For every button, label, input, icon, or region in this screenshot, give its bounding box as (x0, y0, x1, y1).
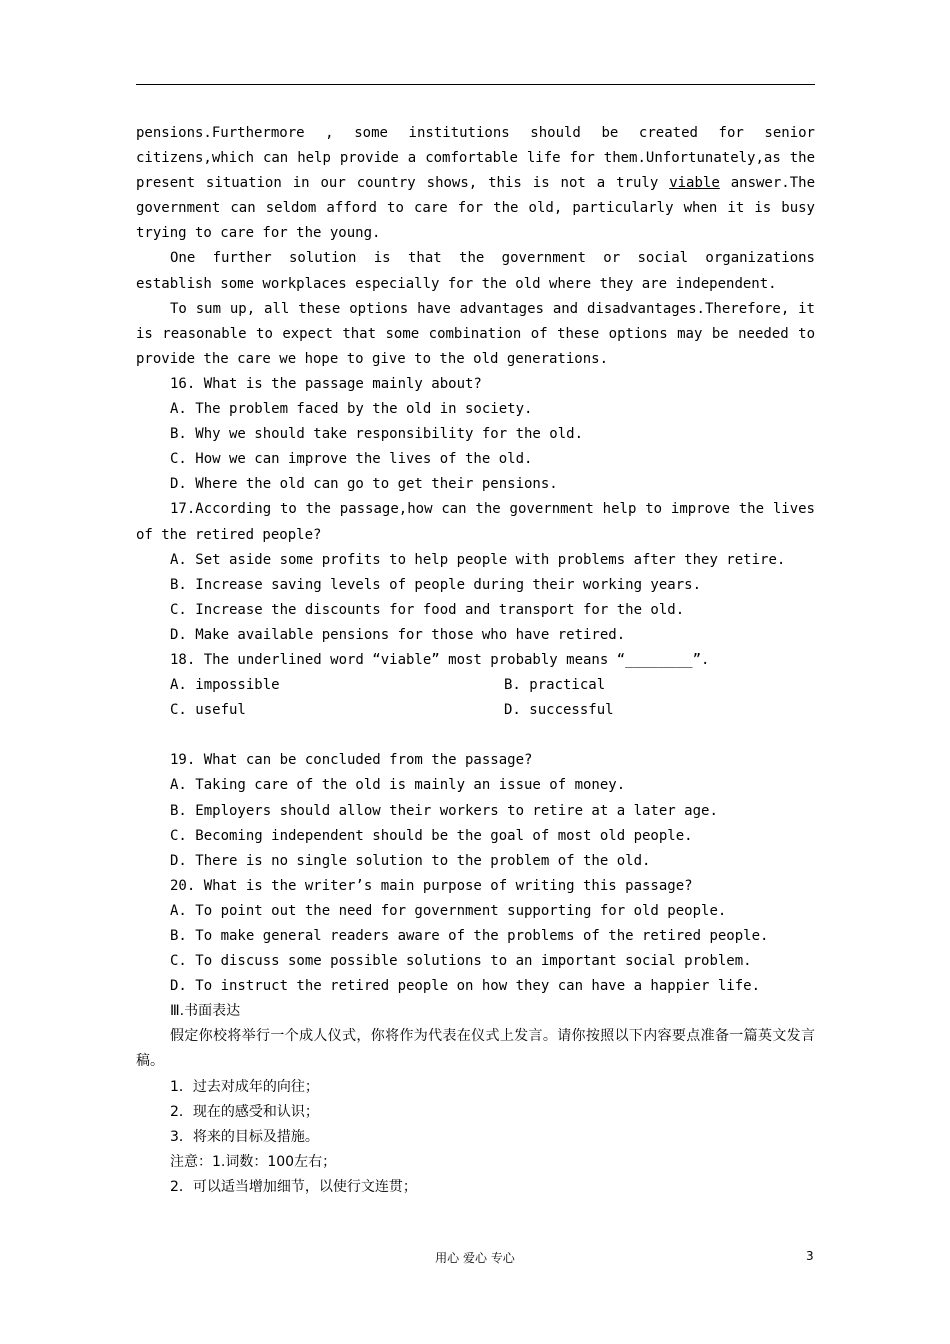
passage-paragraph-1 (136, 121, 815, 246)
question-19-option: B. Employers should allow their workers to retire at a later age. (170, 802, 718, 819)
question-19-option: D. There is no single solution to the problem of the old. (170, 852, 651, 869)
question-17-option: C. Increase the discounts for food and transport for the old. (170, 601, 685, 618)
question-20-stem: 20. What is the writer’s main purpose of writing this passage? (170, 877, 693, 894)
question-20-option: B. To make general readers aware of the problems of the retired people. (170, 928, 769, 944)
question-16-option: D. Where the old can go to get their pensions. (170, 476, 558, 493)
passage-paragraph-2: One further solution is that the government or social organizations establish some workplaces especially for the old where they are independent. (136, 250, 815, 292)
question-18-option: C. useful (170, 702, 246, 719)
writing-point: 3．将来的目标及措施。 (170, 1128, 319, 1145)
passage-text: pensions.Furthermore , some institutions should be created for senior citizens,which can help provide a comfortable life for them.Unfortunately,as the present situation in our country shows, this is not a truly (136, 125, 815, 192)
question-18-option: D. successful (504, 702, 614, 719)
writing-note: 2．可以适当增加细节，以使行文连贯； (170, 1178, 417, 1195)
question-20-option: D. To instruct the retired people on how they can have a happier life. (170, 978, 761, 995)
question-17-option: B. Increase saving levels of people during their working years. (170, 576, 702, 593)
question-20-option: C. To discuss some possible solutions to an important social problem. (170, 953, 752, 970)
question-16-option: A. The problem faced by the old in society. (170, 401, 533, 418)
question-19-option: A. Taking care of the old is mainly an issue of money. (170, 777, 626, 794)
question-17-option: A. Set aside some profits to help people with problems after they retire. (170, 551, 786, 568)
page-number: 3 (806, 1249, 814, 1263)
question-16-stem: 16. What is the passage mainly about? (170, 375, 482, 392)
question-18-option: B. practical (504, 677, 606, 694)
question-17-option: D. Make available pensions for those who have retired. (170, 626, 626, 643)
passage-text: answer.The government can seldom afford to care for the old, particularly when it is busy trying to care for the young. (136, 175, 815, 242)
header-rule (136, 84, 815, 85)
question-16-option: C. How we can improve the lives of the old. (170, 451, 533, 468)
question-18-option: A. impossible (170, 677, 280, 694)
writing-intro: 假定你校将举行一个成人仪式，你将作为代表在仪式上发言。请你按照以下内容要点准备一篇英文发言稿。 (136, 1028, 815, 1070)
footer-motto: 用心 爱心 专心 (435, 1251, 515, 1265)
writing-note: 注意：1.词数：100左右； (170, 1153, 337, 1170)
page-content (136, 121, 815, 1200)
writing-point: 1．过去对成年的向往； (170, 1078, 319, 1095)
writing-section-heading: Ⅲ.书面表达 (170, 1003, 241, 1020)
passage-paragraph-3: To sum up, all these options have advantages and disadvantages.Therefore, it is reasonable to expect that some combination of these options may be needed to provide the care we hope to give to the old generations. (136, 300, 815, 367)
question-19-option: C. Becoming independent should be the goal of most old people. (170, 827, 693, 844)
question-20-option: A. To point out the need for government supporting for old people. (170, 902, 727, 919)
question-18-options-row (136, 698, 815, 723)
question-18-stem: 18. The underlined word “viable” most probably means “________”. (170, 651, 710, 668)
spacer (136, 723, 815, 748)
question-16-option: B. Why we should take responsibility for the old. (170, 426, 584, 443)
question-18-options-row (136, 673, 815, 698)
writing-point: 2．现在的感受和认识； (170, 1103, 319, 1120)
underlined-word: viable (669, 175, 720, 192)
question-17-stem: 17.According to the passage,how can the government help to improve the lives of the retired people? (136, 501, 815, 543)
question-19-stem: 19. What can be concluded from the passage? (170, 752, 533, 769)
